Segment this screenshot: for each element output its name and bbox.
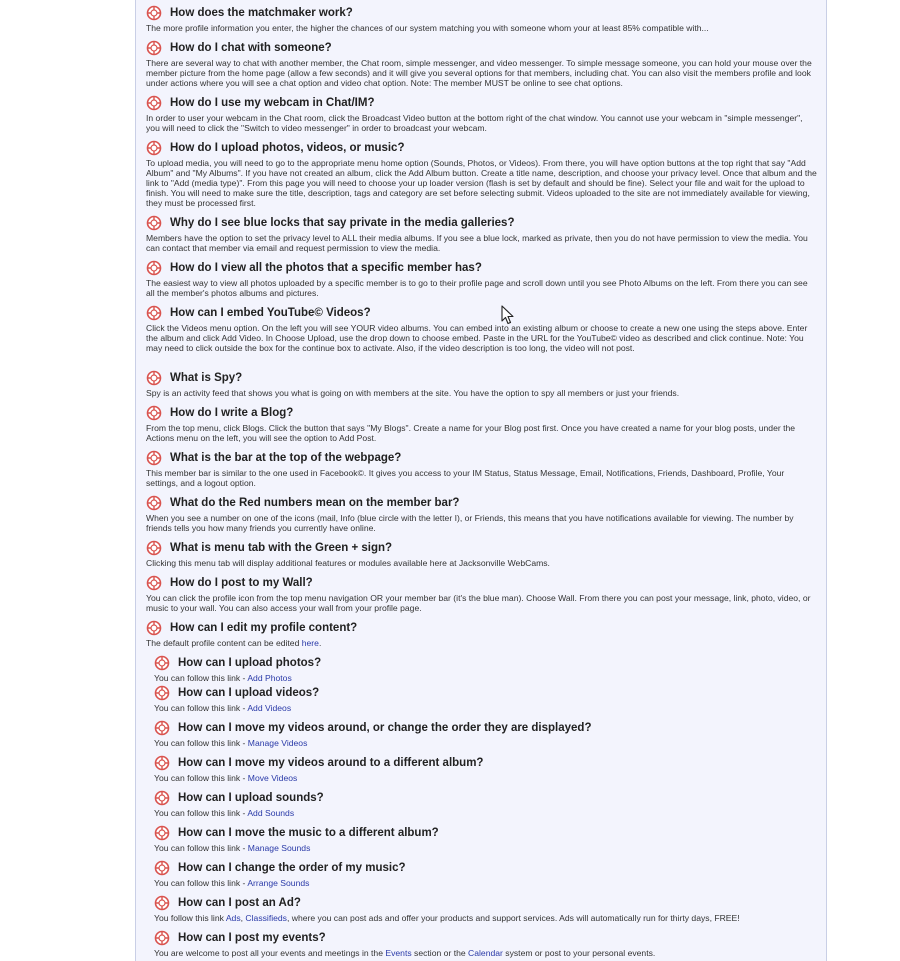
faq-answer — [154, 703, 818, 713]
faq-item — [136, 403, 826, 448]
faq-question: What is Spy? — [170, 372, 243, 384]
lifebuoy-icon — [146, 370, 162, 386]
answer-text: You can follow this link - — [154, 703, 248, 713]
faq-header — [146, 368, 818, 388]
faq-header — [146, 38, 818, 58]
faq-item — [136, 3, 826, 38]
faq-header — [146, 213, 818, 233]
faq-item-edit-profile — [136, 618, 826, 648]
lifebuoy-icon — [146, 405, 162, 421]
faq-question: How can I upload sounds? — [178, 792, 324, 804]
manage-videos-link[interactable]: Manage Videos — [247, 738, 308, 748]
faq-question: What is the bar at the top of the webpage? — [170, 452, 402, 464]
faq-item — [136, 448, 826, 493]
faq-panel — [135, 0, 827, 961]
edit-profile-link[interactable]: here — [301, 638, 319, 648]
faq-item — [136, 138, 826, 213]
faq-question: How can I post an Ad? — [178, 897, 301, 909]
faq-answer: In order to user your webcam in the Chat room, click the Broadcast Video button at the bottom right of the chat window. You cannot use your webcam in "simple messenger", you will need to click the "Switch to video messenger" in order to broadcast your webcam. — [146, 113, 803, 133]
faq-answer: The more profile information you enter, the higher the chances of our system matching you with someone whom your at least 85% compatible with... — [146, 23, 709, 33]
answer-text: The default profile content can be edited — [146, 638, 302, 648]
manage-sounds-link[interactable]: Manage Sounds — [247, 843, 311, 853]
answer-text: system or post to your personal events. — [502, 948, 656, 958]
lifebuoy-icon — [154, 860, 170, 876]
faq-question: What do the Red numbers mean on the member bar? — [170, 497, 460, 509]
faq-answer: When you see a number on one of the icons (mail, Info (blue circle with the letter I), or Friends, this means that you have notifications available for viewing. The number by friends tells you how many friends you currently have online. — [146, 513, 794, 533]
faq-answer — [154, 948, 818, 958]
answer-text: , where you can post ads and offer your products and support services. Ads will automatically run for thirty days, FREE! — [286, 913, 740, 923]
faq-question: How do I view all the photos that a specific member has? — [170, 262, 482, 274]
faq-answer: There are several way to chat with another member, the Chat room, simple messenger, and video messenger. To simple message someone, you can hold your mouse over the member picture from the home page (allow a few seconds) and it will give you several options for that members, including chat. You can also visit the members profile and look under actions where you will see a chat option and video chat option. Note: The member MUST be online to see chat options. — [146, 58, 812, 88]
lifebuoy-icon — [154, 755, 170, 771]
add-videos-link[interactable]: Add Videos — [247, 703, 292, 713]
faq-header — [154, 823, 818, 843]
faq-question: How can I post my events? — [178, 932, 326, 944]
arrange-sounds-link[interactable]: Arrange Sounds — [247, 878, 310, 888]
answer-text: You can follow this link - — [154, 738, 248, 748]
faq-answer: Click the Videos menu option. On the left you will see YOUR video albums. You can embed into an existing album or choose to create a new one using the steps above. Enter the album and click Add Video. In Choose Upload, use the drop down to choose embed. Paste in the URL for the YouTube© video as described and click continue. Note: You may need to click outside the box for the continue box to activate. Also, if the video description is too long, the video will not post. — [146, 323, 808, 353]
lifebuoy-icon — [146, 215, 162, 231]
faq-answer: Spy is an activity feed that shows you what is going on with members at the site. You have the option to spy all members or just your friends. — [146, 388, 680, 398]
faq-answer — [154, 673, 818, 683]
faq-header — [146, 403, 818, 423]
mouse-cursor-icon — [501, 305, 515, 325]
faq-header — [154, 928, 818, 948]
faq-item — [136, 303, 826, 368]
faq-question: How do I post to my Wall? — [170, 577, 313, 589]
faq-header — [146, 618, 818, 638]
faq-header — [146, 93, 818, 113]
faq-question: What is menu tab with the Green + sign? — [170, 542, 393, 554]
faq-question: How does the matchmaker work? — [170, 7, 353, 19]
faq-item — [136, 648, 826, 683]
faq-answer — [154, 773, 818, 783]
faq-question: How can I move the music to a different album? — [178, 827, 439, 839]
faq-item — [136, 368, 826, 403]
lifebuoy-icon — [146, 540, 162, 556]
faq-item — [136, 573, 826, 618]
answer-text: You can follow this link - — [154, 673, 248, 683]
faq-answer — [154, 878, 818, 888]
answer-text: You can follow this link - — [154, 773, 248, 783]
answer-text: You follow this link — [154, 913, 226, 923]
faq-header — [154, 788, 818, 808]
faq-question: How can I embed YouTube© Videos? — [170, 307, 371, 319]
faq-item-post-events — [136, 928, 826, 961]
faq-question: How can I move my videos around, or change the order they are displayed? — [178, 722, 592, 734]
faq-header — [146, 3, 818, 23]
faq-header — [154, 718, 818, 738]
answer-text: section or the — [411, 948, 469, 958]
faq-header — [146, 493, 818, 513]
faq-answer: To upload media, you will need to go to the appropriate menu home option (Sounds, Photos, or Videos). From there, you will have option buttons at the top right that say "Add Album" and "My Albums". If you have not created an album, click the Add Album button. Create a title name, description, and choose your privacy level. Once that album and the link to "Add (media type)". From this page you will need to choose your up loader version (flash is set by default and should be fine). Select your file and wait for the upload to finish. You will need to make sure the title, description, tags and category are set before selecting submit. Videos uploaded to the site are not immediately available for viewing, they must be processed first. — [146, 158, 817, 208]
lifebuoy-icon — [154, 930, 170, 946]
faq-answer — [154, 808, 818, 818]
faq-item — [136, 858, 826, 893]
lifebuoy-icon — [146, 140, 162, 156]
faq-header — [154, 653, 818, 673]
faq-question: Why do I see blue locks that say private in the media galleries? — [170, 217, 515, 229]
lifebuoy-icon — [154, 895, 170, 911]
lifebuoy-icon — [146, 450, 162, 466]
faq-answer — [154, 738, 818, 748]
faq-item — [136, 493, 826, 538]
add-photos-link[interactable]: Add Photos — [247, 673, 292, 683]
faq-header — [146, 303, 818, 323]
faq-question: How can I upload videos? — [178, 687, 320, 699]
faq-item — [136, 788, 826, 823]
faq-header — [146, 538, 818, 558]
lifebuoy-icon — [146, 260, 162, 276]
faq-list — [136, 0, 826, 961]
faq-question: How can I edit my profile content? — [170, 622, 358, 634]
faq-item — [136, 93, 826, 138]
faq-question: How can I move my videos around to a different album? — [178, 757, 484, 769]
faq-answer: The easiest way to view all photos uploaded by a specific member is to go to their profile page and scroll down until you see Photo Albums on the left. From there you can see all the member's photos albums and pictures. — [146, 278, 808, 298]
faq-question: How do I write a Blog? — [170, 407, 294, 419]
faq-item — [136, 823, 826, 858]
faq-item — [136, 538, 826, 573]
answer-text: . — [318, 638, 322, 648]
faq-answer: From the top menu, click Blogs. Click the button that says "My Blogs". Create a name for your Blog post first. Once you have created a name for your blog posts, under the Actions menu on the left, you will see the option to Add Post. — [146, 423, 796, 443]
answer-text: You can follow this link - — [154, 878, 248, 888]
faq-item-post-ad — [136, 893, 826, 928]
lifebuoy-icon — [154, 825, 170, 841]
ads-link[interactable]: Ads — [225, 913, 241, 923]
lifebuoy-icon — [146, 40, 162, 56]
lifebuoy-icon — [154, 655, 170, 671]
lifebuoy-icon — [146, 95, 162, 111]
faq-header — [154, 858, 818, 878]
faq-item — [136, 38, 826, 93]
faq-answer — [154, 913, 818, 923]
lifebuoy-icon — [146, 5, 162, 21]
lifebuoy-icon — [146, 575, 162, 591]
events-link[interactable]: Events — [385, 948, 412, 958]
faq-answer: Clicking this menu tab will display additional features or modules available here at Jacksonville WebCams. — [146, 558, 550, 568]
add-sounds-link[interactable]: Add Sounds — [247, 808, 295, 818]
faq-question: How can I change the order of my music? — [178, 862, 406, 874]
classifieds-link[interactable]: Classifieds — [245, 913, 287, 923]
calendar-link[interactable]: Calendar — [468, 948, 503, 958]
faq-item — [136, 683, 826, 718]
faq-answer: Members have the option to set the privacy level to ALL their media albums. If you see a blue lock, marked as private, then you do not have permission to view the media. You can contact that member via email and request permission to view the media. — [146, 233, 808, 253]
answer-text: You can follow this link - — [154, 808, 248, 818]
faq-answer: You can click the profile icon from the top menu navigation OR your member bar (it's the blue man). Choose Wall. From there you can post your message, link, photo, video, or music to your wall. You can also access your wall from your profile page. — [146, 593, 811, 613]
faq-item — [136, 753, 826, 788]
faq-header — [154, 893, 818, 913]
faq-header — [154, 753, 818, 773]
faq-header — [146, 448, 818, 468]
faq-answer: This member bar is similar to the one used in Facebook©. It gives you access to your IM Status, Status Message, Email, Notifications, Friends, Dashboard, Profile, Your settings, and a logout option. — [146, 468, 785, 488]
faq-question: How can I upload photos? — [178, 657, 322, 669]
lifebuoy-icon — [154, 720, 170, 736]
move-videos-link[interactable]: Move Videos — [247, 773, 298, 783]
lifebuoy-icon — [146, 495, 162, 511]
faq-answer — [154, 843, 818, 853]
faq-question: How do I use my webcam in Chat/IM? — [170, 97, 375, 109]
faq-item — [136, 718, 826, 753]
faq-header — [146, 573, 818, 593]
faq-question: How do I chat with someone? — [170, 42, 332, 54]
answer-text: You can follow this link - — [154, 843, 248, 853]
faq-item — [136, 258, 826, 303]
answer-text: , — [240, 913, 246, 923]
faq-answer — [146, 638, 818, 648]
lifebuoy-icon — [154, 685, 170, 701]
lifebuoy-icon — [146, 620, 162, 636]
faq-header — [146, 138, 818, 158]
faq-header — [154, 683, 818, 703]
faq-question: How do I upload photos, videos, or music? — [170, 142, 405, 154]
answer-text: You are welcome to post all your events and meetings in the — [154, 948, 386, 958]
lifebuoy-icon — [146, 305, 162, 321]
faq-item — [136, 213, 826, 258]
lifebuoy-icon — [154, 790, 170, 806]
faq-header — [146, 258, 818, 278]
